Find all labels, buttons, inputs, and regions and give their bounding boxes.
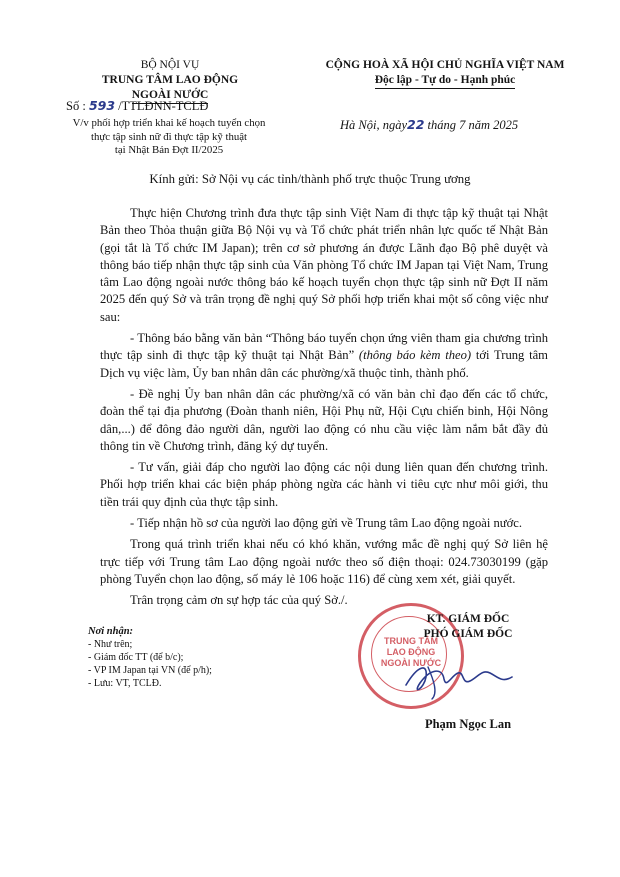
national-motto: Độc lập - Tự do - Hạnh phúc — [375, 73, 516, 89]
agency-name-line1: TRUNG TÂM LAO ĐỘNG — [101, 74, 239, 86]
national-header — [300, 58, 590, 89]
subject-block — [62, 117, 276, 158]
body-paragraph: Thực hiện Chương trình đưa thực tập sinh Việt Nam đi thực tập kỹ thuật tại Nhật Bản theo Thỏa thuận giữa Bộ Nội vụ và Tổ chức phát triển nhân lực quốc tế Nhật Bản (gọi tắt là Tổ chức IM Japan); trên cơ sở phương án được Lãnh đạo Bộ phê duyệt và thông báo tiếp nhận thực tập sinh của Văn phòng Tổ chức IM Japan tại Việt Nam, Trung tâm Lao động ngoài nước thông báo kế hoạch tuyển chọn thực tập sinh nữ Đợt II năm 2025 đến quý Sở và trân trọng đề nghị quý Sở phối hợp triển khai một số công việc như sau: — [100, 206, 548, 324]
date-suffix: tháng 7 năm 2025 — [427, 118, 519, 132]
p2-attachment-note: (thông báo kèm theo) — [358, 348, 472, 363]
body-paragraph: - Tư vấn, giải đáp cho người lao động các nội dung liên quan đến chương trình. Phối hợp triển khai các biện pháp phòng ngừa các hành vi tiêu cực như môi giới, thu tiền trái quy định của thực tập sinh. — [100, 460, 548, 509]
docno-prefix: Số : — [66, 99, 86, 113]
stamp-text-line: LAO ĐỘNG — [386, 647, 436, 657]
distribution-item: - Như trên; — [88, 639, 133, 650]
docno-handwritten: 593 — [88, 98, 116, 113]
signer-title-block — [368, 612, 568, 642]
docno-suffix: /TTLĐNN-TCLĐ — [118, 99, 209, 113]
recipient-line: Kính gửi: Sở Nội vụ các tỉnh/thành phố trực thuộc Trung ương — [149, 172, 471, 186]
body-paragraph: - Tiếp nhận hồ sơ của người lao động gửi về Trung tâm Lao động ngoài nước. — [130, 516, 523, 531]
letter-body — [100, 205, 548, 610]
signer-title-line1: KT. GIÁM ĐỐC — [426, 613, 510, 625]
date-day-handwritten: 22 — [407, 117, 425, 132]
stamp-text-line: TRUNG TÂM — [384, 636, 438, 646]
handwritten-signature — [398, 655, 518, 705]
p2-text-end: tới Trung tâm Dịch vụ việc làm, Ủy ban nhân dân các phường/xã thuộc tỉnh, thành phố. — [100, 348, 548, 380]
signer-name: Phạm Ngọc Lan — [424, 717, 512, 731]
body-paragraph — [100, 330, 548, 382]
signer-title-line2: PHÓ GIÁM ĐỐC — [423, 628, 513, 640]
closing-line: Trân trọng cảm ơn sự hợp tác của quý Sở./. — [130, 593, 348, 608]
body-paragraph: Trong quá trình triển khai nếu có khó khăn, vướng mắc đề nghị quý Sở liên hệ trực tiếp với Trung tâm Lao động ngoài nước theo số điện thoại: 024.73030199 (gặp phòng Tuyển chọn lao động, số máy lẻ 106 hoặc 116) để cùng xem xét, giải quyết. — [100, 537, 548, 586]
date-prefix: Hà Nội, ngày — [340, 118, 408, 132]
nation-name: CỘNG HOÀ XÃ HỘI CHỦ NGHĨA VIỆT NAM — [325, 59, 565, 71]
p2-text: - Thông báo bằng văn bản “Thông báo tuyển chọn ứng viên tham gia chương trình thực tập sinh đi thực tập kỹ thuật tại Nhật Bản” — [100, 331, 548, 363]
body-paragraph: - Đề nghị Ủy ban nhân dân các phường/xã có văn bản chỉ đạo đến các tổ chức, đoàn thể tại địa phương (Đoàn thanh niên, Hội Phụ nữ, Hội Cựu chiến binh, Hội Nông dân,...) để đông đảo người dân, người lao động có nhu cầu việc làm nắm bắt đầy đủ thông tin về Chương trình, đăng ký dự tuyển. — [100, 386, 548, 453]
subject-line: V/v phối hợp triển khai kế hoạch tuyển chọn — [72, 117, 266, 129]
distribution-item: - VP IM Japan tại VN (để p/h); — [88, 665, 212, 676]
distribution-title: Nơi nhận: — [88, 626, 134, 637]
document-number — [66, 98, 208, 114]
stamp-text-line: NGOÀI NƯỚC — [380, 658, 442, 668]
agency-name-line2: NGOÀI NƯỚC — [132, 88, 209, 104]
place-date — [340, 117, 518, 133]
distribution-list — [88, 625, 212, 690]
subject-line: thực tập sinh nữ đi thực tập kỹ thuật — [90, 130, 248, 143]
ministry-name: BỘ NỘI VỤ — [140, 59, 200, 71]
subject-line: tại Nhật Bản Đợt II/2025 — [114, 144, 224, 156]
distribution-item: - Giám đốc TT (để b/c); — [88, 652, 184, 663]
distribution-item: - Lưu: VT, TCLĐ. — [88, 678, 162, 689]
